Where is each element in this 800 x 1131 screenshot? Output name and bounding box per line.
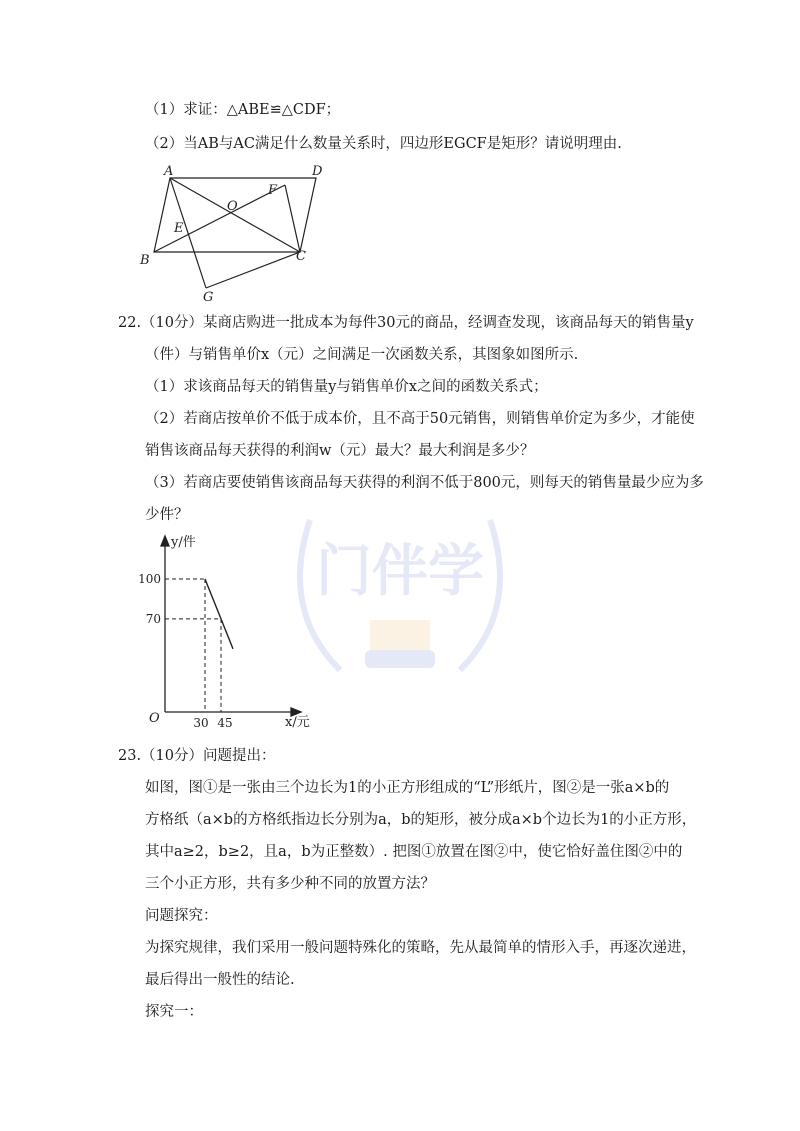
graph-xtick-1: 45 (217, 716, 233, 730)
q23-line7: 为探究规律，我们采用一般问题特殊化的策略，先从最简单的情形入手，再逐次递进， (145, 940, 696, 956)
q23-line9: 探究一： (145, 1004, 203, 1020)
fig-label-A: A (164, 164, 174, 179)
graph-origin: O (149, 711, 160, 726)
q23-line4: 其中a≥2，b≥2，且a，b为正整数）. 把图①放置在图②中，使它恰好盖住图②中的 (145, 844, 683, 860)
fig-label-D: D (312, 164, 323, 179)
q21-part2: （2）当AB与AC满足什么数量关系时，四边形EGCF是矩形？请说明理由. (145, 136, 622, 152)
graph-xlabel: x/元 (285, 715, 310, 730)
q23-line1: 23.（10分）问题提出： (118, 748, 276, 764)
graph-xtick-0: 30 (193, 716, 209, 730)
fig-label-O: O (227, 199, 238, 214)
q23-line5: 三个小正方形，共有多少种不同的放置方法？ (145, 876, 435, 892)
fig-label-C: C (296, 249, 306, 264)
q23-line2: 如图，图①是一张由三个边长为1的小正方形组成的“L”形纸片，图②是一张a×b的 (145, 780, 670, 796)
graph-function-line (205, 579, 233, 649)
fig-label-G: G (203, 290, 214, 305)
watermark-text: 门伴学 (316, 538, 484, 604)
q22-line7: 少件？ (145, 507, 189, 523)
q22-line2: （件）与销售单价x（元）之间满足一次函数关系，其图象如图所示. (145, 347, 579, 363)
q23-line6: 问题探究： (145, 908, 218, 924)
q22-line6: （3）若商店要使销售该商品每天获得的利润不低于800元，则每天的销售量最少应为多 (145, 475, 704, 491)
graph-ytick-0: 100 (138, 572, 161, 586)
q22-line5: 销售该商品每天获得的利润w（元）最大？最大利润是多少？ (145, 443, 535, 459)
q22-line4: （2）若商店按单价不低于成本价，且不高于50元销售，则销售单价定为多少，才能使 (145, 411, 695, 427)
q22-line1: 22.（10分）某商店购进一批成本为每件30元的商品，经调查发现，该商品每天的销售量y (118, 315, 694, 331)
q21-geometry-figure (130, 160, 340, 305)
q22-function-graph (135, 530, 320, 730)
q23-line8: 最后得出一般性的结论. (145, 972, 295, 988)
q23-line3: 方格纸（a×b的方格纸指边长分别为a，b的矩形，被分成a×b个边长为1的小正方形， (145, 812, 697, 828)
q22-line3: （1）求该商品每天的销售量y与销售单价x之间的函数关系式； (145, 379, 548, 395)
fig-label-B: B (140, 253, 150, 268)
fig-label-F: F (268, 183, 278, 198)
graph-ytick-1: 70 (145, 611, 161, 626)
fig-label-E: E (174, 221, 184, 236)
q21-part1: （1）求证：△ABE≌△CDF； (145, 102, 341, 118)
graph-ylabel: y/件 (171, 535, 196, 550)
